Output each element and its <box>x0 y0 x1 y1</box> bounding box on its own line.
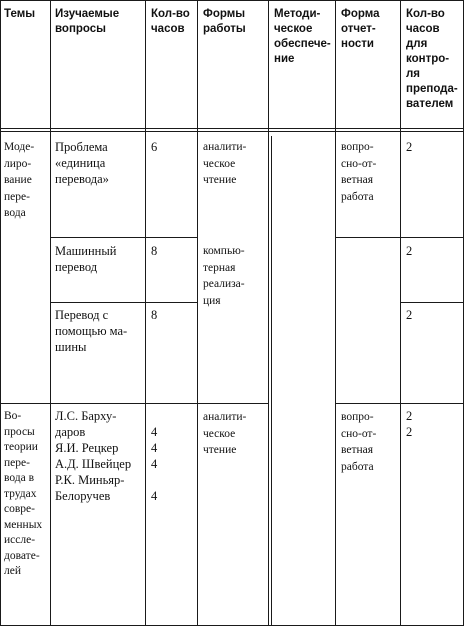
col-divider-4b <box>271 136 272 626</box>
row2-bottom-control <box>400 302 464 303</box>
header-themes: Темы <box>4 8 36 20</box>
section1-bottom-right <box>335 403 464 404</box>
header-bottom-rule-2 <box>0 131 464 132</box>
section1-form-2: компью- терная реализа- ция <box>203 245 245 307</box>
col-divider-5 <box>335 0 336 626</box>
header-questions: Изучаемые вопросы <box>55 8 120 35</box>
section1-hours-2: 8 <box>151 244 158 258</box>
row2-bottom-q <box>50 302 197 303</box>
row1-bottom-q <box>50 237 197 238</box>
row1-bottom-report <box>335 237 464 238</box>
header-report: Форма отчет- ности <box>341 8 380 50</box>
section1-report-1: вопро- сно-от- ветная работа <box>341 141 377 203</box>
header-method: Методи- ческое обеспече- ние <box>274 8 331 65</box>
header-control: Кол-во часов для контро- ля преподa- вателем <box>406 8 458 110</box>
section1-form-1: аналити- ческое чтение <box>203 141 247 186</box>
section2-form: аналити- ческое чтение <box>203 411 247 456</box>
col-divider-3 <box>197 0 198 626</box>
section1-question-3: Перевод с помощью ма- шины <box>55 308 128 354</box>
section1-control-1: 2 <box>406 140 413 154</box>
section2-questions: Л.С. Барху- даров Я.И. Рецкер А.Д. Швейцер Р.К. Миньяр- Белоручев <box>55 409 132 503</box>
section1-control-3: 2 <box>406 308 413 322</box>
col-divider-2 <box>145 0 146 626</box>
section1-bottom-left <box>0 403 268 404</box>
section2-hours: 4 4 4 4 <box>151 425 158 503</box>
section1-hours-1: 6 <box>151 140 158 154</box>
section2-theme: Во- просы теории пере- вода в трудах совре- менных иссле- довате- лей <box>4 410 43 577</box>
section1-theme: Моде- лиро- вание пере- вода <box>4 141 35 219</box>
section1-question-2: Машинный перевод <box>55 244 117 274</box>
header-forms: Формы работы <box>203 8 246 35</box>
col-divider-6 <box>400 0 401 626</box>
header-bottom-rule <box>0 128 464 129</box>
section1-control-2: 2 <box>406 244 413 258</box>
section2-control: 2 2 <box>406 409 413 439</box>
col-divider-1 <box>50 0 51 626</box>
section1-hours-3: 8 <box>151 308 158 322</box>
col-divider-4 <box>268 0 269 626</box>
border-left <box>0 0 1 626</box>
border-top <box>0 0 464 1</box>
section1-question-1: Проблема «единица перевода» <box>55 140 109 186</box>
section2-report: вопро- сно-от- ветная работа <box>341 411 377 473</box>
header-hours: Кол-во часов <box>151 8 190 35</box>
